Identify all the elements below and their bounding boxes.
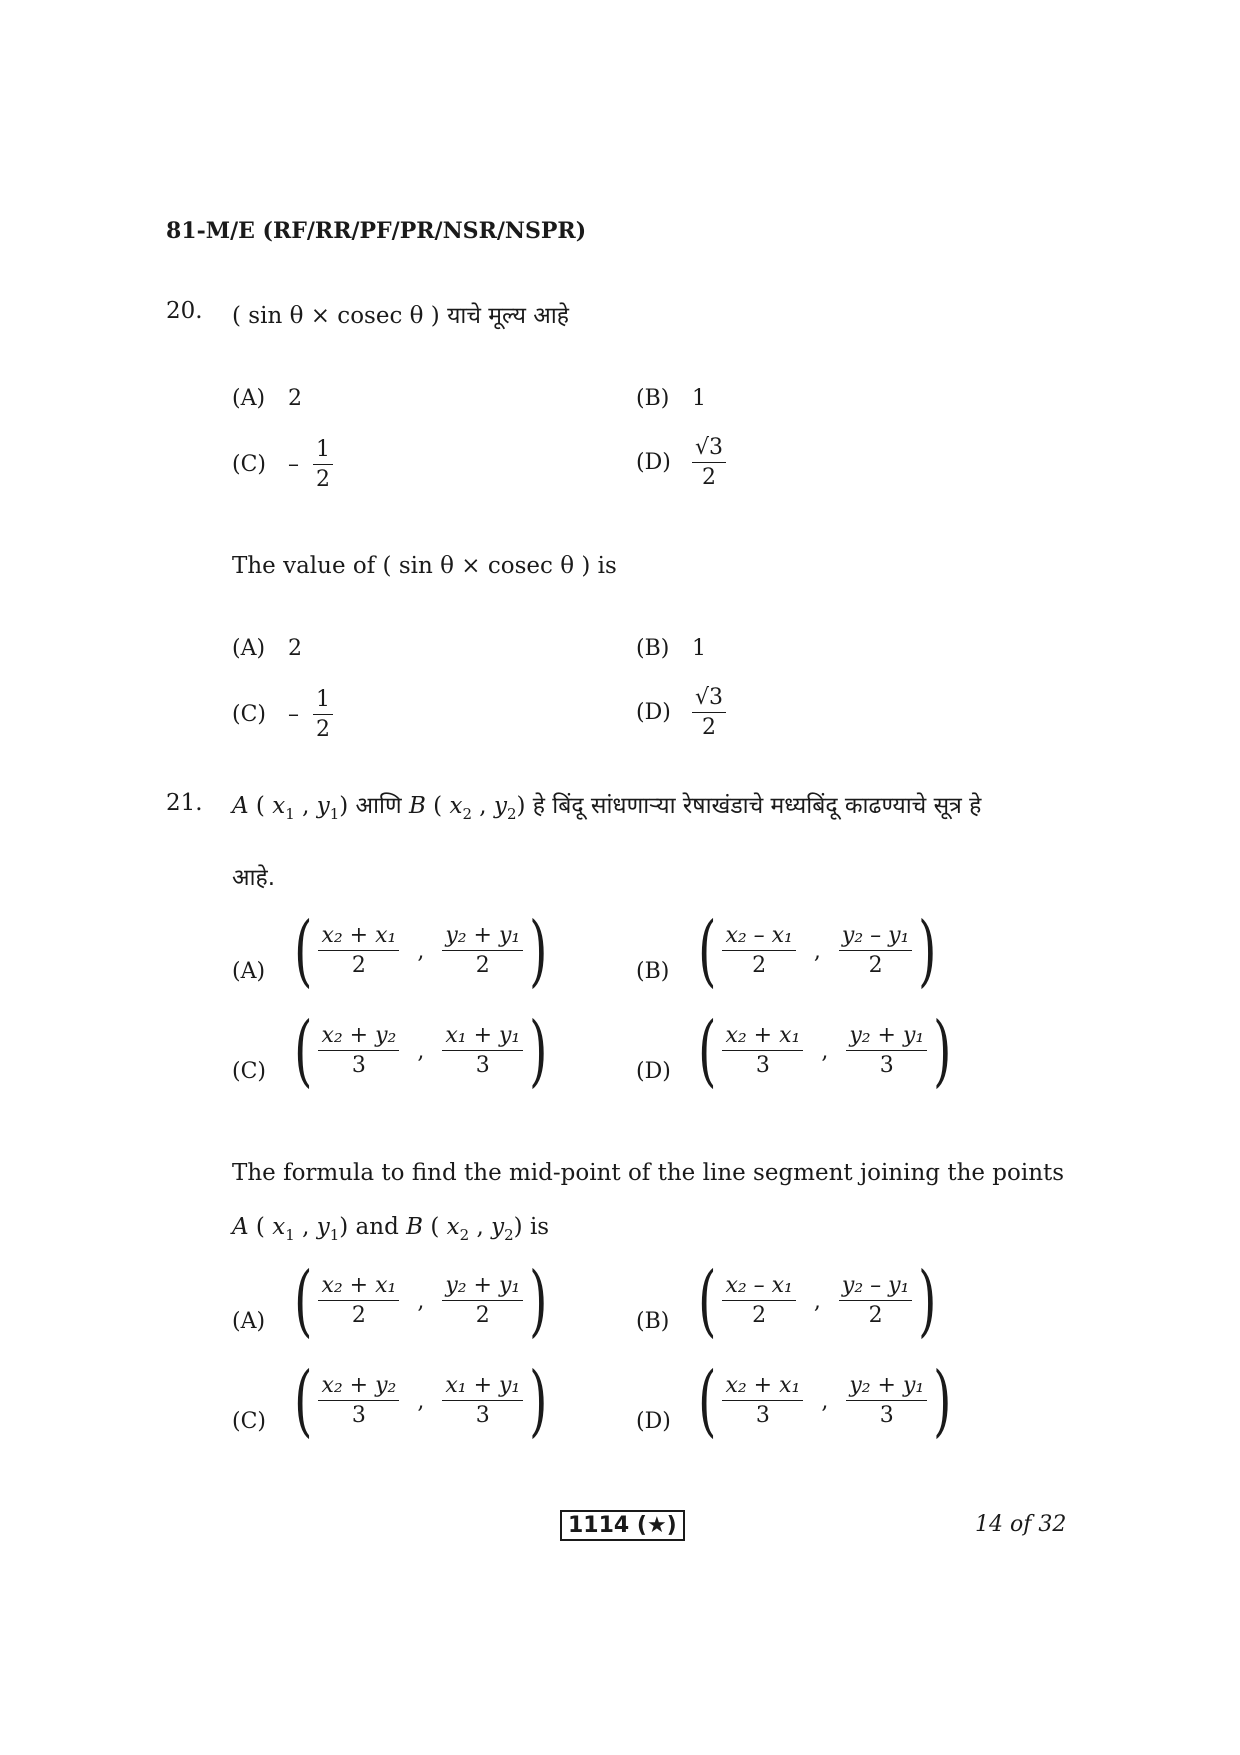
q21-marathi-stem-line2: आहे. [232,865,276,891]
q20-en-option-b[interactable]: (B) 1 [636,636,706,661]
q20-mr-option-a[interactable]: (A) 2 [232,386,302,411]
q21-number: 21. [166,790,203,816]
q20-en-option-c[interactable]: (C) – $\frac{1}{2}$ [232,688,333,742]
q21-english-stem-line2: A ( $x_1$ , $y_1$) and B ( $x_2$ , $y_2$) is [232,1214,550,1244]
page-number: 14 of 32 [975,1512,1067,1537]
q21-mr-option-b[interactable]: (B) ( $\frac{\text{x₂ – x₁}}{2}$ , $\frac{\text{y₂ – y₁}}{2}$ ) [636,906,937,996]
fraction: $\frac{1}{2}$ [313,438,333,492]
q20-number: 20. [166,298,203,324]
q20-en-option-a[interactable]: (A) 2 [232,636,302,661]
q21-en-option-d[interactable]: (D) ( $\frac{\text{x₂ + x₁}}{3}$ , $\frac{\text{y₂ + y₁}}{3}$ ) [636,1356,952,1446]
q21-en-option-c[interactable]: (C) ( $\frac{\text{x₂ + y₂}}{3}$ , $\frac{\text{x₁ + y₁}}{3}$ ) [232,1356,548,1446]
q21-mr-option-d[interactable]: (D) ( $\frac{\text{x₂ + x₁}}{3}$ , $\frac{\text{y₂ + y₁}}{3}$ ) [636,1006,952,1096]
q20-mr-option-c[interactable]: (C) – $\frac{1}{2}$ [232,438,333,492]
q20-english-stem: The value of ( sin θ × cosec θ ) is [232,553,617,579]
q20-en-option-d[interactable]: (D) $\frac{√3}{2}$ [636,686,726,740]
q21-en-option-a[interactable]: (A) ( $\frac{\text{x₂ + x₁}}{2}$ , $\frac{\text{y₂ + y₁}}{2}$ ) [232,1256,548,1346]
booklet-code-box: 1114 (★) [560,1510,685,1541]
fraction: $\frac{√3}{2}$ [692,436,726,490]
q21-english-stem-line1: The formula to find the mid-point of the line segment joining the points [232,1160,1065,1186]
paper-code-header: 81-M/E (RF/RR/PF/PR/NSR/NSPR) [166,218,587,244]
q21-en-option-b[interactable]: (B) ( $\frac{\text{x₂ – x₁}}{2}$ , $\frac{\text{y₂ – y₁}}{2}$ ) [636,1256,937,1346]
q21-marathi-stem-line1: A ( $x_1$ , $y_1$) आणि B ( $x_2$ , $y_2$) हे बिंदू सांधणाऱ्या रेषाखंडाचे मध्यबिंदू काढण्याचे सूत्र हे [232,793,982,823]
q20-marathi-expression: ( sin θ × cosec θ ) [232,303,440,329]
fraction: $\frac{1}{2}$ [313,688,333,742]
fraction: $\frac{√3}{2}$ [692,686,726,740]
q20-marathi-text: याचे मूल्य आहे [447,303,569,329]
q21-mr-option-a[interactable]: (A) ( $\frac{\text{x₂ + x₁}}{2}$ , $\frac{\text{y₂ + y₁}}{2}$ ) [232,906,548,996]
q20-marathi-stem [232,298,569,330]
q20-mr-option-b[interactable]: (B) 1 [636,386,706,411]
q21-mr-option-c[interactable]: (C) ( $\frac{\text{x₂ + y₂}}{3}$ , $\frac{\text{x₁ + y₁}}{3}$ ) [232,1006,548,1096]
q20-mr-option-d[interactable]: (D) $\frac{√3}{2}$ [636,436,726,490]
